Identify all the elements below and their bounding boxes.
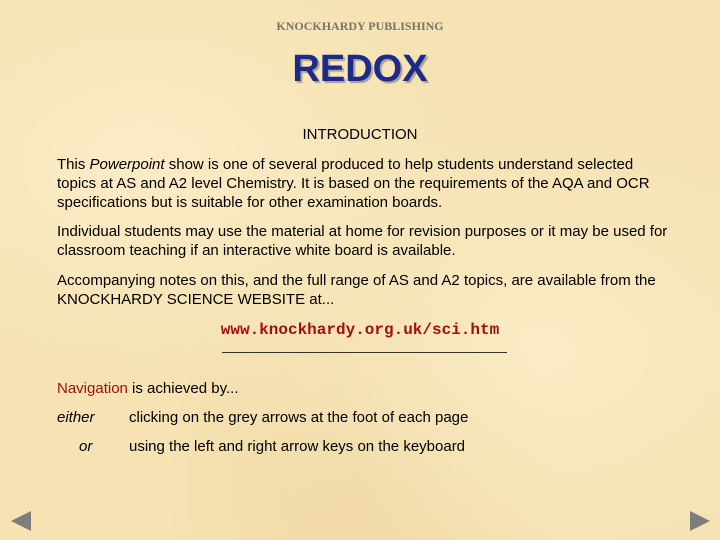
divider-line: [222, 352, 507, 353]
intro-paragraph: [57, 155, 672, 212]
website-link[interactable]: www.knockhardy.org.uk/sci.htm: [220, 321, 500, 339]
option-label-or: or: [79, 438, 93, 455]
option-label-either: either: [57, 409, 95, 426]
notes-paragraph: Accompanying notes on this, and the full range of AS and A2 topics, are available from the KNOCKHARDY SCIENCE WEBSITE at...: [57, 272, 656, 308]
navigation-rest: is achieved by...: [127, 380, 239, 397]
usage-paragraph: Individual students may use the material at home for revision purposes or it may be used for classroom teaching if an interactive white board is available.: [57, 223, 668, 259]
powerpoint-word: Powerpoint: [89, 156, 165, 173]
navigation-intro: [57, 380, 239, 397]
intro-text-end: show is one of several produced to help students understand selected topics at AS and A2 level Chemistry. It is based on the requirements of the AQA and OCR specifications but is suitable for other examination boards.: [57, 156, 650, 211]
option-text-arrow-keys: using the left and right arrow keys on the keyboard: [129, 438, 466, 455]
option-text-click-arrows: clicking on the grey arrows at the foot of each page: [129, 409, 469, 426]
navigation-word: Navigation: [57, 380, 128, 397]
left-arrow-icon[interactable]: [11, 511, 31, 531]
page-title: REDOX: [292, 48, 428, 90]
intro-text-start: This: [57, 156, 90, 173]
right-arrow-icon[interactable]: [690, 511, 710, 531]
publisher-name: KNOCKHARDY PUBLISHING: [276, 19, 444, 33]
section-subtitle: INTRODUCTION: [302, 126, 418, 143]
